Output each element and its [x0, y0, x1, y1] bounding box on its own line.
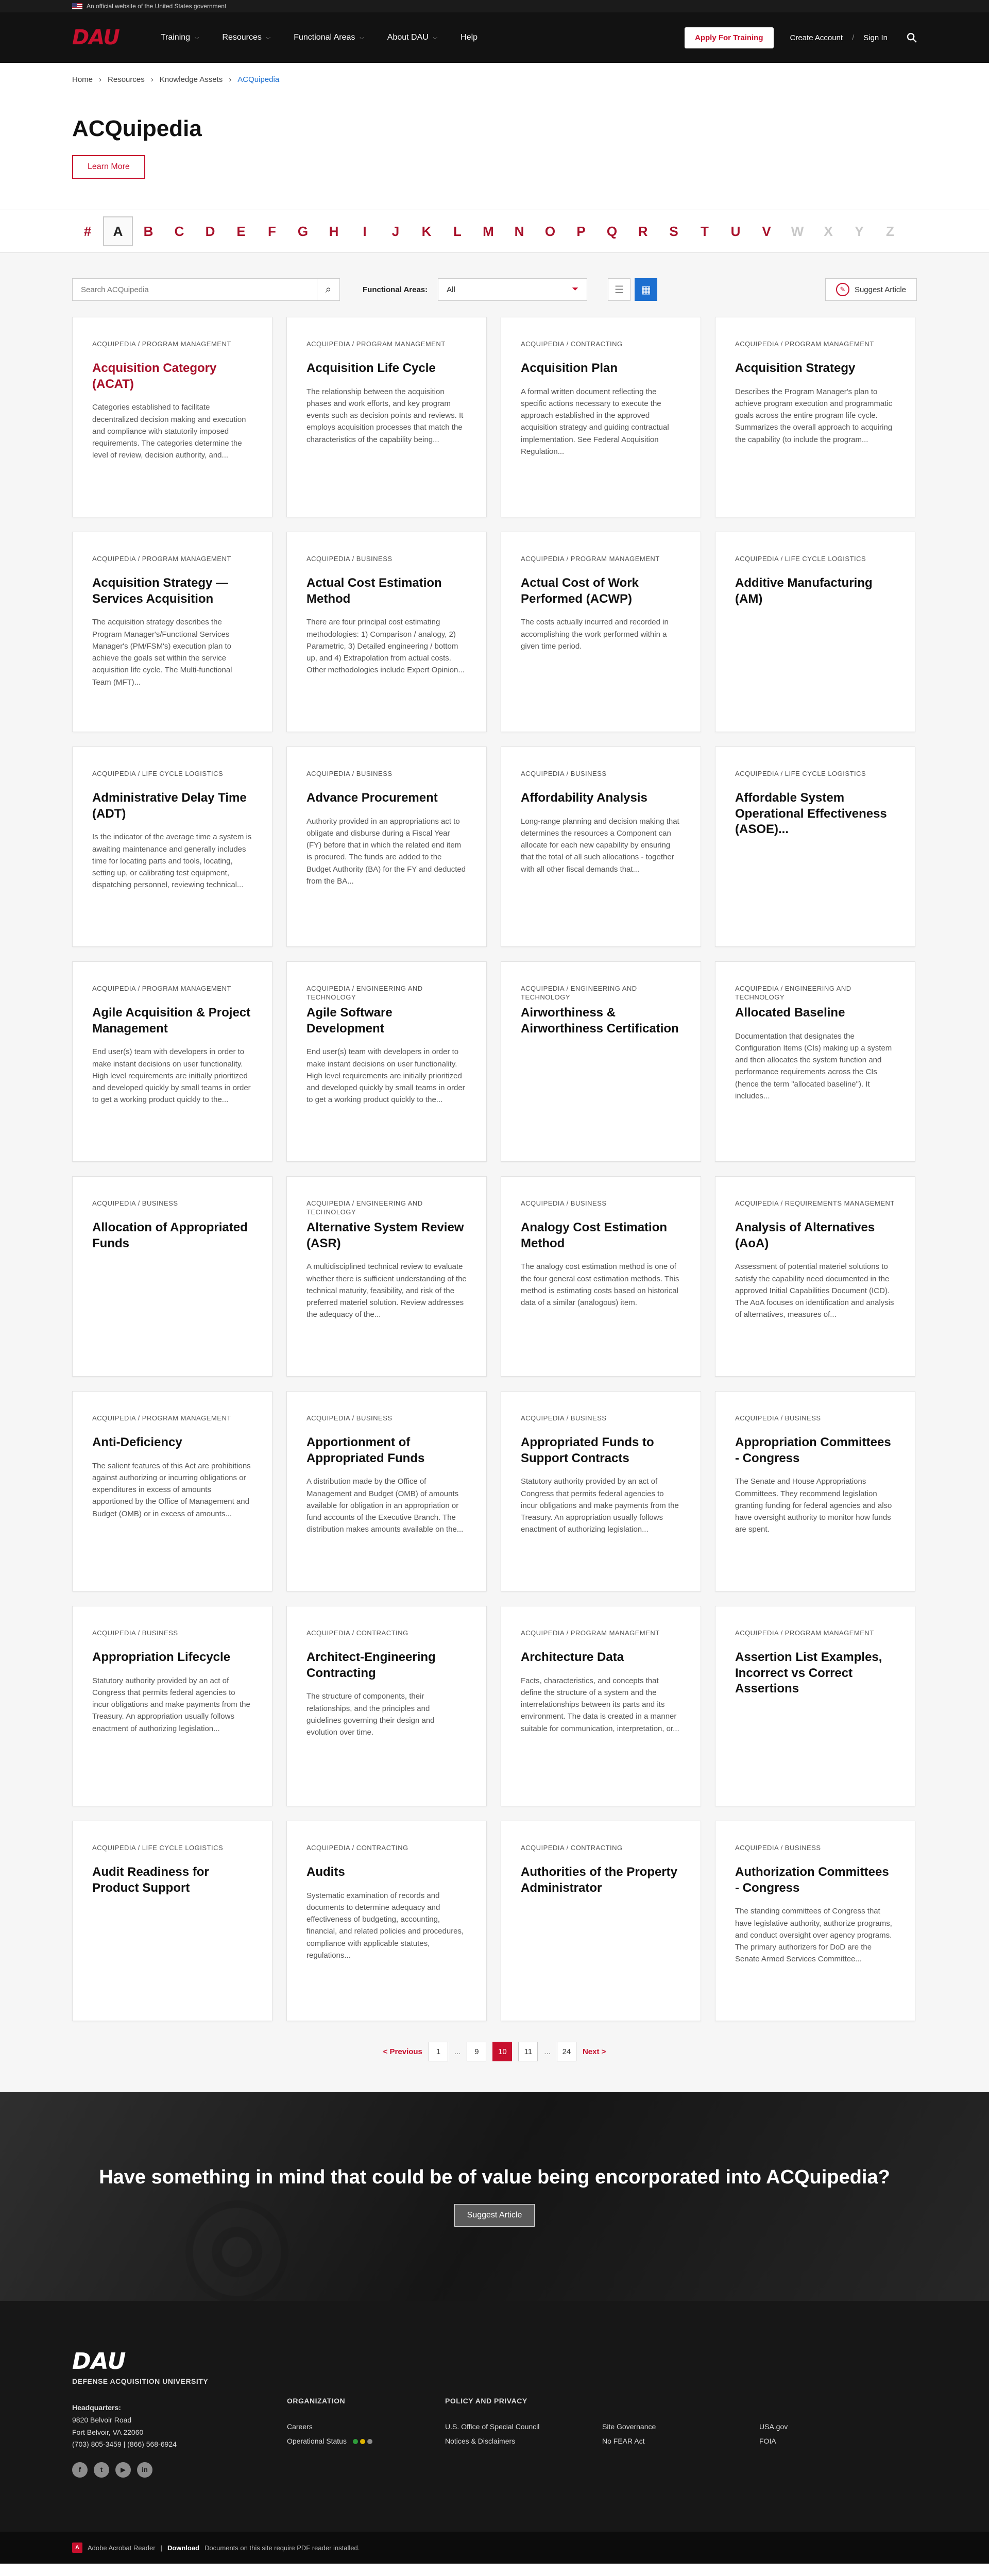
nav-item-training[interactable]: Training ⌵ — [160, 33, 199, 42]
status-indicator — [353, 2439, 372, 2444]
article-card[interactable] — [286, 1176, 487, 1377]
card-category: ACQUIPEDIA / ENGINEERING AND TECHNOLOGY — [521, 985, 637, 1001]
search-icon[interactable]: ⚲ — [902, 28, 921, 46]
card-description: Long-range planning and decision making that determines the resources a Component can allocate for each new capability by ensuring that the total of all such allocations - together with all other fiscal demands that... — [521, 817, 679, 874]
pencil-icon: ✎ — [836, 283, 849, 296]
card-title[interactable]: Agile Acquisition & Project Management — [92, 1006, 251, 1036]
sign-in-link[interactable]: Sign In — [863, 33, 888, 42]
gov-banner — [0, 0, 989, 12]
alpha-letter-z: Z — [886, 223, 894, 239]
nav-menu — [161, 33, 478, 42]
card-title[interactable]: Appropriation Committees - Congress — [735, 1435, 891, 1465]
card-title[interactable]: Allocation of Appropriated Funds — [92, 1221, 248, 1250]
article-card[interactable] — [501, 532, 701, 732]
article-card[interactable] — [72, 1176, 272, 1377]
chevron-down-icon: ⌵ — [194, 34, 199, 41]
operational-status-label: Operational Status — [287, 2437, 347, 2445]
card-description: The Senate and House Appropriations Committees. They recommend legislation granting funding for federal agencies and also have oversight authority to monitor how funds are spent. — [735, 1477, 892, 1534]
card-description: The analogy cost estimation method is one of the four general cost estimation methods. This method is estimating costs based on historical data of a similar (analogous) item. — [521, 1262, 679, 1308]
card-category: ACQUIPEDIA / LIFE CYCLE LOGISTICS — [92, 770, 224, 777]
breadcrumb-resources[interactable]: Resources — [108, 75, 145, 84]
alpha-letter-p[interactable]: P — [576, 223, 586, 239]
status-dot-gray — [367, 2439, 372, 2444]
footer-link-osc[interactable]: U.S. Office of Special Council — [445, 2422, 540, 2431]
pagination-next[interactable]: Next > — [582, 2047, 606, 2056]
card-title[interactable]: Actual Cost of Work Performed (ACWP) — [521, 576, 639, 606]
card-title[interactable]: Alternative System Review (ASR) — [306, 1221, 464, 1250]
functional-areas-select[interactable] — [438, 278, 587, 301]
alpha-letter-h[interactable]: H — [329, 223, 339, 239]
footer-policy — [445, 2352, 909, 2478]
alpha-letter-y: Y — [855, 223, 864, 239]
chevron-down-icon: ⌵ — [432, 34, 437, 41]
footer-link-operational-status[interactable] — [287, 2434, 445, 2448]
card-description: Systematic examination of records and documents to determine adequacy and effectiveness of budgeting, accounting, financial, and related policies and procedures, compliance with applicable statutes, regulations... — [306, 1891, 464, 1960]
card-description: Authority provided in an appropriations act to obligate and disburse during a Fiscal Year (FY) before that in which the related end item is procured. The funds are added to the Budget Authority (BA) for the FY and deducted from the BA... — [306, 817, 466, 886]
card-title[interactable]: Acquisition Life Cycle — [306, 361, 436, 375]
gov-banner-text: An official website of the United States government — [87, 3, 227, 10]
card-category: ACQUIPEDIA / LIFE CYCLE LOGISTICS — [735, 555, 866, 563]
dau-logo[interactable]: DAU — [72, 26, 120, 49]
status-dot-yellow — [360, 2439, 365, 2444]
alpha-letter-o[interactable]: O — [544, 223, 556, 239]
card-title[interactable]: Acquisition Category (ACAT) — [92, 361, 217, 391]
footer-dau-logo[interactable]: DAU — [72, 2348, 126, 2375]
pdf-reader-bar — [0, 2532, 989, 2564]
card-title[interactable]: Actual Cost Estimation Method — [306, 576, 442, 606]
card-description: Describes the Program Manager's plan to achieve program execution and programmatic goals across the entire program life cycle. Summarizes the overall approach to acquiring the capability (to include the program... — [735, 387, 893, 444]
card-category: ACQUIPEDIA / CONTRACTING — [306, 1629, 408, 1637]
footer-university-name: DEFENSE ACQUISITION UNIVERSITY — [72, 2377, 209, 2385]
nav-right — [685, 27, 921, 48]
functional-areas-value: All — [447, 285, 455, 294]
card-description: Statutory authority provided by an act of Congress that permits federal agencies to incur obligations and make payments from the Treasury. An appropriation usually follows enactment of authorizing legislation... — [521, 1477, 679, 1534]
alpha-letter-u[interactable]: U — [730, 223, 741, 239]
status-dot-green — [353, 2439, 358, 2444]
card-description: Statutory authority provided by an act of Congress that permits federal agencies to incur obligations and make payments from the Treasury. An appropriation usually follows enactment of authorizing legislation... — [92, 1676, 250, 1733]
card-description: A distribution made by the Office of Management and Budget (OMB) of amounts available for obligation in an appropriation or fund accounts of the Executive Branch. The distribution makes amounts available on the... — [306, 1477, 464, 1534]
article-card[interactable] — [501, 747, 701, 947]
article-card[interactable] — [286, 747, 487, 947]
article-card[interactable] — [286, 961, 487, 1162]
article-card[interactable] — [72, 1821, 272, 2021]
card-category: ACQUIPEDIA / ENGINEERING AND TECHNOLOGY — [735, 985, 851, 1001]
article-card[interactable] — [715, 1606, 915, 1806]
card-description: The acquisition strategy describes the Program Manager's/Functional Services Manager's (PM/FSM's) execution plan to achieve the goals set within the service acquisition life cycle. The Multi-functional Team (MFT)... — [92, 618, 232, 687]
alpha-letter-k[interactable]: K — [421, 223, 432, 239]
card-category: ACQUIPEDIA / BUSINESS — [92, 1199, 178, 1207]
article-card[interactable] — [72, 1606, 272, 1806]
linkedin-icon[interactable]: in — [137, 2462, 152, 2478]
article-card[interactable] — [286, 1391, 487, 1591]
card-title[interactable]: Airworthiness & Airworthiness Certification — [521, 1006, 679, 1036]
alpha-letter-n[interactable]: N — [514, 223, 524, 239]
alpha-letter-t[interactable]: T — [701, 223, 709, 239]
pdf-bar-separator: | — [160, 2544, 162, 2552]
social-links — [72, 2462, 287, 2478]
card-description: A formal written document reflecting the specific actions necessary to execute the approach established in the approved acquisition strategy and guiding contractual implementation. See Federal Acquisition Regulation... — [521, 387, 669, 456]
card-category: ACQUIPEDIA / PROGRAM MANAGEMENT — [735, 1629, 874, 1637]
card-category: ACQUIPEDIA / PROGRAM MANAGEMENT — [521, 1629, 660, 1637]
pagination-ellipsis: ... — [454, 2047, 461, 2056]
card-title[interactable]: Appropriation Lifecycle — [92, 1650, 231, 1664]
card-title[interactable]: Authorities of the Property Administrator — [521, 1865, 678, 1895]
card-title[interactable]: Appropriated Funds to Support Contracts — [521, 1435, 654, 1465]
card-category: ACQUIPEDIA / ENGINEERING AND TECHNOLOGY — [306, 1199, 423, 1216]
card-description: End user(s) team with developers in order to make instant decisions on user functionality. High level requirements are initially prioritized and developed quickly by small teams in order to get a working product quickly to the... — [306, 1047, 465, 1105]
filter-funnel-icon: ⏷ — [572, 285, 579, 294]
chevron-right-icon: › — [229, 75, 232, 84]
alpha-letter-d[interactable]: D — [205, 223, 215, 239]
alpha-letter-m[interactable]: M — [483, 223, 494, 239]
card-category: ACQUIPEDIA / BUSINESS — [306, 1414, 393, 1422]
card-category: ACQUIPEDIA / CONTRACTING — [521, 1844, 623, 1852]
footer-org-heading: ORGANIZATION — [287, 2397, 346, 2405]
pdf-icon: A — [72, 2543, 82, 2553]
card-category: ACQUIPEDIA / BUSINESS — [521, 1199, 607, 1207]
article-card[interactable] — [501, 961, 701, 1162]
card-title[interactable]: Advance Procurement — [306, 791, 438, 805]
pagination-page-9[interactable]: 9 — [467, 2042, 486, 2061]
pagination-page-1[interactable]: 1 — [429, 2042, 448, 2061]
pdf-reader-name: Adobe Acrobat Reader — [88, 2544, 156, 2552]
footer-link-notices[interactable]: Notices & Disclaimers — [445, 2437, 516, 2445]
page-title: ACQuipedia — [72, 116, 202, 141]
card-title[interactable]: Agile Software Development — [306, 1006, 393, 1036]
breadcrumb — [0, 63, 989, 84]
alpha-letter-x: X — [824, 223, 833, 239]
cta-heading: Have something in mind that could be of value being encorporated into ACQuipedia? — [99, 2166, 890, 2188]
card-category: ACQUIPEDIA / CONTRACTING — [521, 340, 623, 348]
card-description: Assessment of potential materiel solutions to satisfy the capability need documented in the approved Initial Capabilities Document (ICD). The AoA focuses on identification and analysis of alternatives, measures of... — [735, 1262, 894, 1319]
alpha-letter-s[interactable]: S — [669, 223, 678, 239]
article-card[interactable] — [501, 1821, 701, 2021]
alpha-letter-q[interactable]: Q — [606, 223, 618, 239]
alpha-letter-f[interactable]: F — [268, 223, 276, 239]
alpha-letter-g[interactable]: G — [297, 223, 309, 239]
footer-link-foia[interactable]: FOIA — [759, 2437, 776, 2445]
search-input[interactable] — [73, 279, 317, 300]
article-card[interactable] — [715, 1391, 915, 1591]
breadcrumb-home[interactable]: Home — [72, 75, 93, 84]
article-card[interactable] — [715, 747, 915, 947]
pdf-download-link[interactable]: Download — [167, 2544, 200, 2552]
article-card[interactable] — [715, 317, 915, 517]
footer-link-usa-gov[interactable]: USA.gov — [759, 2422, 788, 2431]
footer-phone: (703) 805-3459 | (866) 568-6924 — [72, 2440, 177, 2449]
footer-link-site-governance[interactable]: Site Governance — [602, 2422, 656, 2431]
pagination-ellipsis: ... — [544, 2047, 551, 2056]
list-view-icon[interactable]: ☰ — [608, 278, 630, 301]
background-overlay — [0, 2092, 989, 2301]
suggest-article-button[interactable] — [825, 278, 917, 301]
pagination-page-24[interactable]: 24 — [557, 2042, 576, 2061]
nav-item-about-dau[interactable]: About DAU ⌵ — [387, 33, 437, 42]
article-card[interactable] — [286, 532, 487, 732]
card-title[interactable]: Additive Manufacturing (AM) — [735, 576, 873, 606]
card-description: The standing committees of Congress that have legislative authority, authorize programs, and conduct oversight over agency programs. The primary authorizers for DoD are the Senate Armed Services Committee... — [735, 1907, 892, 1964]
alphabet-filter — [0, 210, 989, 253]
card-category: ACQUIPEDIA / CONTRACTING — [306, 1844, 408, 1852]
search-box — [72, 278, 340, 301]
card-category: ACQUIPEDIA / ENGINEERING AND TECHNOLOGY — [306, 985, 423, 1001]
card-title[interactable]: Acquisition Strategy — [735, 361, 856, 375]
us-flag-icon — [72, 3, 82, 9]
article-card[interactable] — [286, 1606, 487, 1806]
suggest-article-label: Suggest Article — [854, 285, 906, 294]
filter-bar — [72, 278, 917, 301]
card-description: The salient features of this Act are prohibitions against authorizing or incurring obligations or expenditures in excess of amounts apportioned by the Office of Management and Budget (OMB) or in excess of amounts... — [92, 1461, 251, 1518]
article-card[interactable] — [72, 1391, 272, 1591]
suggest-cta-section — [0, 2092, 989, 2301]
card-title[interactable]: Architect-Engineering Contracting — [306, 1650, 436, 1680]
article-card[interactable] — [286, 317, 487, 517]
card-title[interactable]: Assertion List Examples, Incorrect vs Correct Assertions — [735, 1650, 882, 1696]
card-category: ACQUIPEDIA / PROGRAM MANAGEMENT — [92, 1414, 231, 1422]
article-card[interactable] — [715, 1176, 915, 1377]
pagination-previous[interactable]: < Previous — [383, 2047, 422, 2056]
article-card[interactable] — [715, 1821, 915, 2021]
card-title[interactable]: Audit Readiness for Product Support — [92, 1865, 209, 1895]
article-card[interactable] — [286, 1821, 487, 2021]
youtube-icon[interactable]: ▶ — [115, 2462, 131, 2478]
card-description: The costs actually incurred and recorded in accomplishing the work performed within a given time period. — [521, 618, 669, 651]
pagination — [72, 2042, 917, 2061]
card-title[interactable]: Acquisition Strategy — Services Acquisition — [92, 576, 229, 606]
alpha-letter-l[interactable]: L — [453, 223, 462, 239]
alpha-letter-c[interactable]: C — [174, 223, 184, 239]
card-category: ACQUIPEDIA / BUSINESS — [306, 555, 393, 563]
card-description: Is the indicator of the average time a system is awaiting maintenance and generally includes time for locating parts and tools, locating, setting up, or calibrating test equipment, dispatching personnel, reviewing technical... — [92, 833, 252, 890]
article-card[interactable] — [72, 961, 272, 1162]
footer-address-line-1: 9820 Belvoir Road — [72, 2415, 132, 2424]
footer-contact — [72, 2352, 287, 2478]
footer — [0, 2301, 989, 2532]
card-category: ACQUIPEDIA / PROGRAM MANAGEMENT — [521, 555, 660, 563]
article-card[interactable] — [501, 317, 701, 517]
learn-more-button[interactable]: Learn More — [72, 155, 145, 179]
main-nav — [0, 12, 989, 63]
breadcrumb-knowledge-assets[interactable]: Knowledge Assets — [159, 75, 223, 84]
apply-for-training-button[interactable]: Apply For Training — [685, 27, 774, 48]
card-description: There are four principal cost estimating methodologies: 1) Comparison / analogy, 2) Parametric, 3) Detailed engineering / bottom up, and 4) Extrapolation from actual costs. Other methodologies include Expert Opinion... — [306, 618, 465, 675]
card-category: ACQUIPEDIA / BUSINESS — [306, 770, 393, 777]
card-title[interactable]: Analogy Cost Estimation Method — [521, 1221, 668, 1250]
card-category: ACQUIPEDIA / BUSINESS — [735, 1414, 821, 1422]
card-description: End user(s) team with developers in order to make instant decisions on user functionality. High level requirements are initially prioritized and developed quickly by small teams in order to get a working product quickly to the... — [92, 1047, 251, 1105]
nav-item-resources[interactable]: Resources ⌵ — [222, 33, 270, 42]
article-card[interactable] — [501, 1176, 701, 1377]
nav-separator: / — [852, 33, 855, 42]
alpha-letter-v[interactable]: V — [762, 223, 771, 239]
article-card[interactable] — [715, 961, 915, 1162]
footer-policy-heading: POLICY AND PRIVACY — [445, 2397, 527, 2405]
card-title[interactable]: Affordable System Operational Effectiveness (ASOE)... — [735, 791, 887, 837]
facebook-icon[interactable]: f — [72, 2462, 88, 2478]
chevron-down-icon: ⌵ — [359, 34, 364, 41]
card-title[interactable]: Administrative Delay Time (ADT) — [92, 791, 247, 821]
card-category: ACQUIPEDIA / REQUIREMENTS MANAGEMENT — [735, 1199, 895, 1207]
card-title[interactable]: Affordability Analysis — [521, 791, 647, 805]
footer-link-no-fear-act[interactable]: No FEAR Act — [602, 2437, 645, 2445]
card-description: The relationship between the acquisition phases and work efforts, and key program events such as decision points and reviews. It employs acquisition processes that match the characteristics of the capability being... — [306, 387, 464, 444]
pagination-page-11[interactable]: 11 — [518, 2042, 538, 2061]
card-title[interactable]: Allocated Baseline — [735, 1006, 845, 1020]
footer-hq-label: Headquarters: — [72, 2403, 121, 2412]
alpha-letter-a[interactable]: A — [103, 216, 133, 246]
breadcrumb-current: ACQuipedia — [237, 75, 280, 84]
card-category: ACQUIPEDIA / PROGRAM MANAGEMENT — [735, 340, 874, 348]
alpha-letter-i[interactable]: I — [363, 223, 367, 239]
footer-address-line-2: Fort Belvoir, VA 22060 — [72, 2428, 144, 2436]
card-description: A multidisciplined technical review to evaluate whether there is sufficient understanding of the technical maturity, feasibility, and risk of the preferred materiel solution. Review addresses the adequacy of the... — [306, 1262, 467, 1319]
cta-suggest-article-button[interactable]: Suggest Article — [454, 2204, 535, 2227]
card-category: ACQUIPEDIA / BUSINESS — [521, 1414, 607, 1422]
article-card[interactable] — [715, 532, 915, 732]
article-cards — [72, 317, 917, 2021]
card-category: ACQUIPEDIA / PROGRAM MANAGEMENT — [92, 985, 231, 992]
twitter-icon[interactable]: t — [94, 2462, 109, 2478]
article-card[interactable] — [501, 1391, 701, 1591]
footer-organization — [287, 2352, 445, 2478]
nav-item-functional-areas[interactable]: Functional Areas ⌵ — [294, 33, 364, 42]
card-category: ACQUIPEDIA / BUSINESS — [521, 770, 607, 777]
grid-view-icon[interactable]: ▦ — [635, 278, 657, 301]
search-button-icon[interactable]: ⌕ — [317, 278, 339, 301]
footer-policy-links — [445, 2419, 909, 2448]
footer-link-careers[interactable]: Careers — [287, 2422, 313, 2431]
card-title[interactable]: Architecture Data — [521, 1650, 624, 1664]
card-title[interactable]: Acquisition Plan — [521, 361, 618, 375]
card-category: ACQUIPEDIA / PROGRAM MANAGEMENT — [92, 340, 231, 348]
card-category: ACQUIPEDIA / BUSINESS — [92, 1629, 178, 1637]
card-category: ACQUIPEDIA / LIFE CYCLE LOGISTICS — [92, 1844, 224, 1852]
card-title[interactable]: Authorization Committees - Congress — [735, 1865, 889, 1895]
card-description: The structure of components, their relationships, and the principles and guidelines governing their design and evolution over time. — [306, 1692, 435, 1737]
card-description: Facts, characteristics, and concepts that define the structure of a system and the interrelationships between its parts and its environment. The data is created in a manner suitable for communication, interpretation, or... — [521, 1676, 679, 1733]
alpha-letter-j[interactable]: J — [391, 223, 400, 239]
alpha-letter-e[interactable]: E — [236, 223, 246, 239]
nav-item-help[interactable]: Help — [461, 33, 478, 42]
chevron-down-icon: ⌵ — [265, 34, 270, 41]
card-category: ACQUIPEDIA / PROGRAM MANAGEMENT — [92, 555, 231, 563]
card-description: Documentation that designates the Configuration Items (CIs) making up a system and then allocates the system function and performance requirements across the CIs (hence the term "allocated baseline"). It includes... — [735, 1031, 892, 1100]
card-category: ACQUIPEDIA / BUSINESS — [735, 1844, 821, 1852]
footer-columns — [72, 2348, 917, 2478]
card-category: ACQUIPEDIA / LIFE CYCLE LOGISTICS — [735, 770, 866, 777]
create-account-link[interactable]: Create Account — [790, 33, 843, 42]
functional-areas-label: Functional Areas: — [363, 285, 428, 294]
chevron-right-icon: › — [99, 75, 102, 84]
card-category: ACQUIPEDIA / PROGRAM MANAGEMENT — [306, 340, 446, 348]
alpha-letter-b[interactable]: B — [143, 223, 154, 239]
article-card[interactable] — [72, 317, 272, 517]
pdf-reader-note: Documents on this site require PDF reader installed. — [204, 2544, 360, 2552]
article-card[interactable] — [72, 747, 272, 947]
article-card[interactable] — [501, 1606, 701, 1806]
pagination-page-10[interactable]: 10 — [492, 2042, 512, 2061]
alpha-letter-w: W — [791, 223, 804, 239]
view-toggle — [608, 278, 657, 301]
card-title[interactable]: Audits — [306, 1865, 345, 1879]
chevron-right-icon: › — [150, 75, 154, 84]
article-card[interactable] — [72, 532, 272, 732]
alpha-letter-r[interactable]: R — [638, 223, 648, 239]
card-title[interactable]: Apportionment of Appropriated Funds — [306, 1435, 425, 1465]
card-description: Categories established to facilitate decentralized decision making and execution and compliance with statutorily imposed requirements. The categories determine the level of review, decision authority, and... — [92, 403, 246, 460]
article-grid-area — [0, 253, 989, 2092]
card-title[interactable]: Analysis of Alternatives (AoA) — [735, 1221, 875, 1250]
card-title[interactable]: Anti-Deficiency — [92, 1435, 182, 1449]
alpha-hash[interactable]: # — [83, 223, 92, 239]
